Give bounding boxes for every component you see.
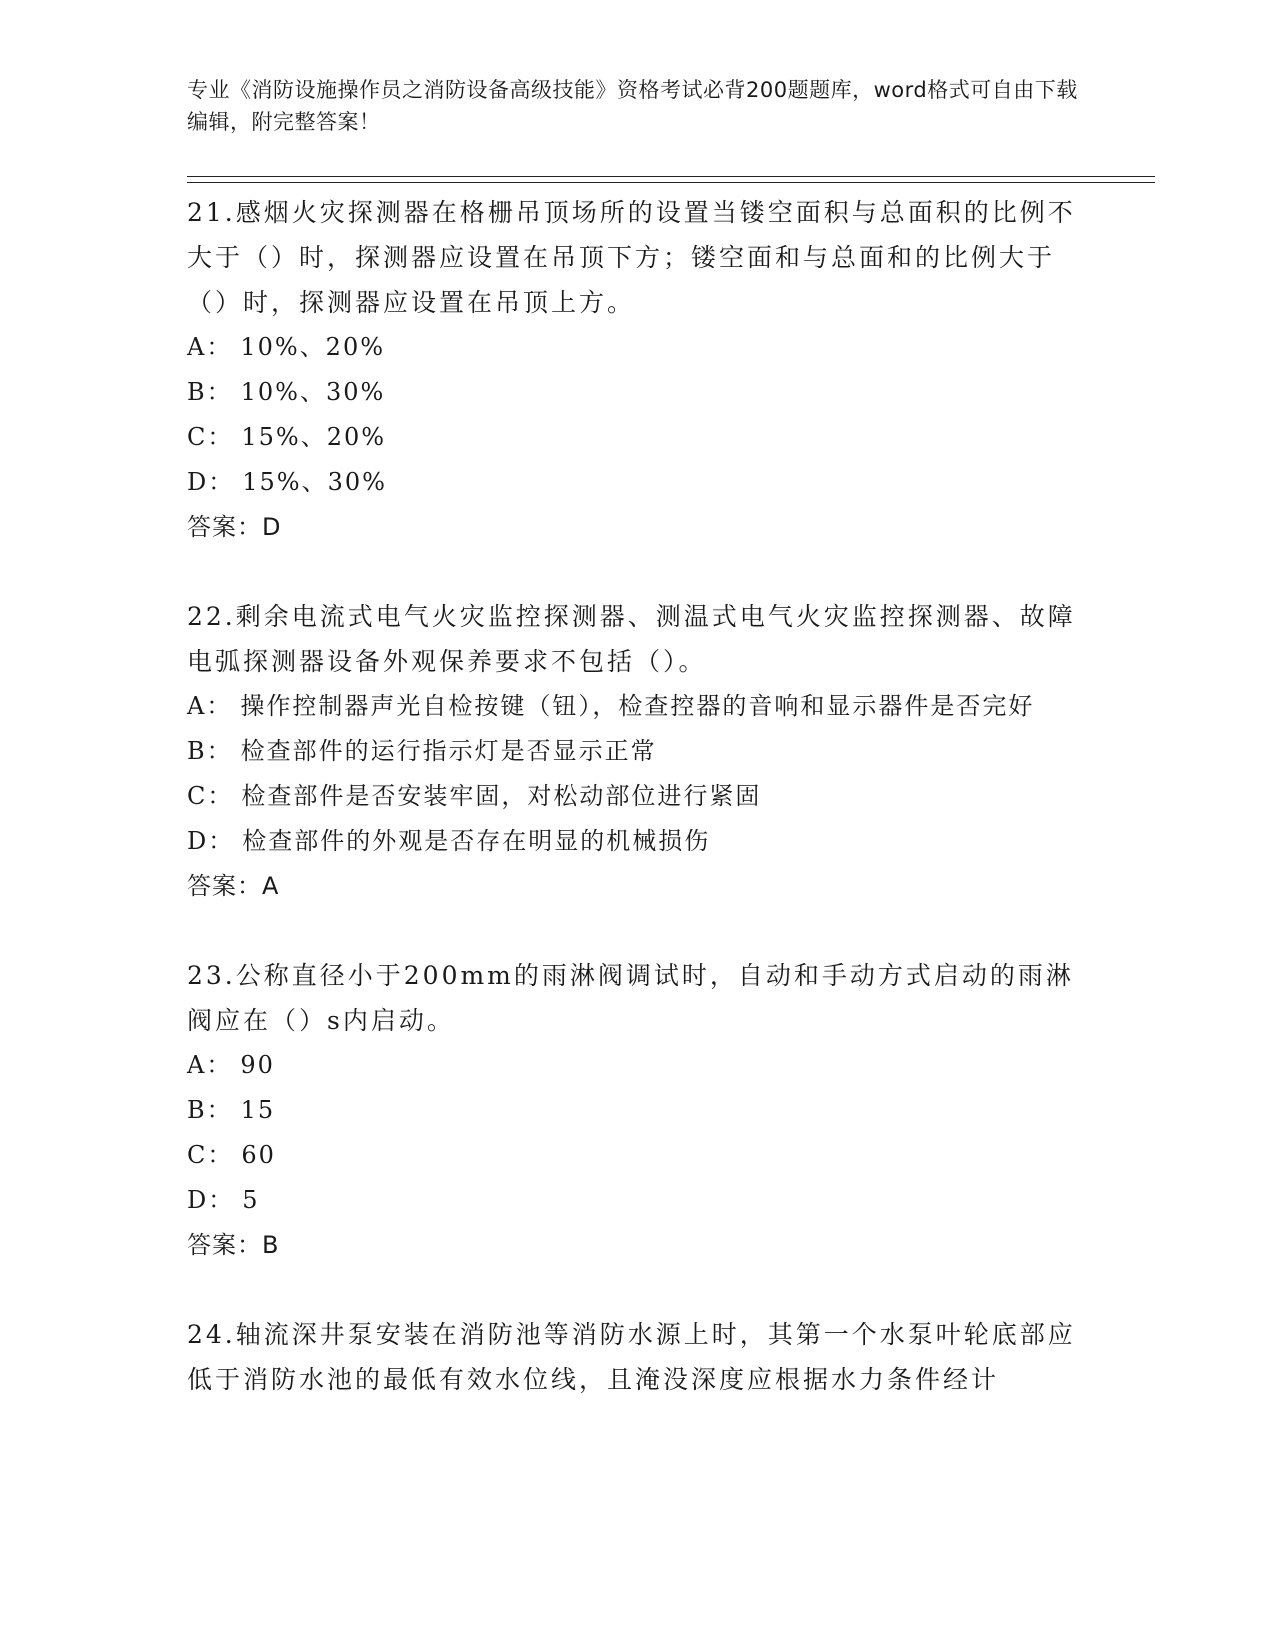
answer: 答案：A (187, 872, 280, 900)
question-21 (187, 190, 1087, 550)
question-23 (187, 953, 1087, 1268)
document-header (187, 74, 1087, 138)
question-stem: 22.剩余电流式电气火灾监控探测器、测温式电气火灾监控探测器、故障电弧探测器设备外观保养要求不包括（）。 (187, 602, 1076, 676)
option-d: D： 检查部件的外观是否存在明显的机械损伤 (187, 827, 711, 855)
question-stem: 21.感烟火灾探测器在格栅吊顶场所的设置当镂空面积与总面积的比例不大于（）时，探测器应设置在吊顶下方；镂空面和与总面和的比例大于（）时，探测器应设置在吊顶上方。 (187, 198, 1076, 317)
option-a: A： 操作控制器声光自检按键（钮），检查控器的音响和显示器件是否完好 (187, 692, 1035, 720)
answer: 答案：B (187, 1231, 280, 1259)
question-22 (187, 594, 1087, 909)
question-24 (187, 1312, 1087, 1402)
header-rule-bottom (187, 182, 1155, 183)
header-text: 专业《消防设施操作员之消防设备高级技能》资格考试必背200题题库，word格式可自由下载编辑，附完整答案！ (187, 78, 1078, 134)
option-b: B： 检查部件的运行指示灯是否显示正常 (187, 737, 657, 765)
option-c: C： 60 (187, 1141, 276, 1169)
question-stem: 23.公称直径小于200mm的雨淋阀调试时，自动和手动方式启动的雨淋阀应在（）s内启动。 (187, 961, 1074, 1035)
option-a: A： 90 (187, 1051, 275, 1079)
option-d: D： 5 (187, 1186, 260, 1214)
option-b: B： 15 (187, 1096, 276, 1124)
answer: 答案：D (187, 513, 282, 541)
option-c: C： 15%、20% (187, 423, 387, 451)
option-b: B： 10%、30% (187, 378, 386, 406)
question-stem: 24.轴流深井泵安装在消防池等消防水源上时，其第一个水泵叶轮底部应低于消防水池的最低有效水位线，且淹没深度应根据水力条件经计 (187, 1320, 1076, 1394)
question-list (187, 190, 1087, 1446)
option-c: C： 检查部件是否安装牢固，对松动部位进行紧固 (187, 782, 762, 810)
header-rule-top (187, 176, 1155, 177)
option-d: D： 15%、30% (187, 468, 387, 496)
option-a: A： 10%、20% (187, 333, 386, 361)
